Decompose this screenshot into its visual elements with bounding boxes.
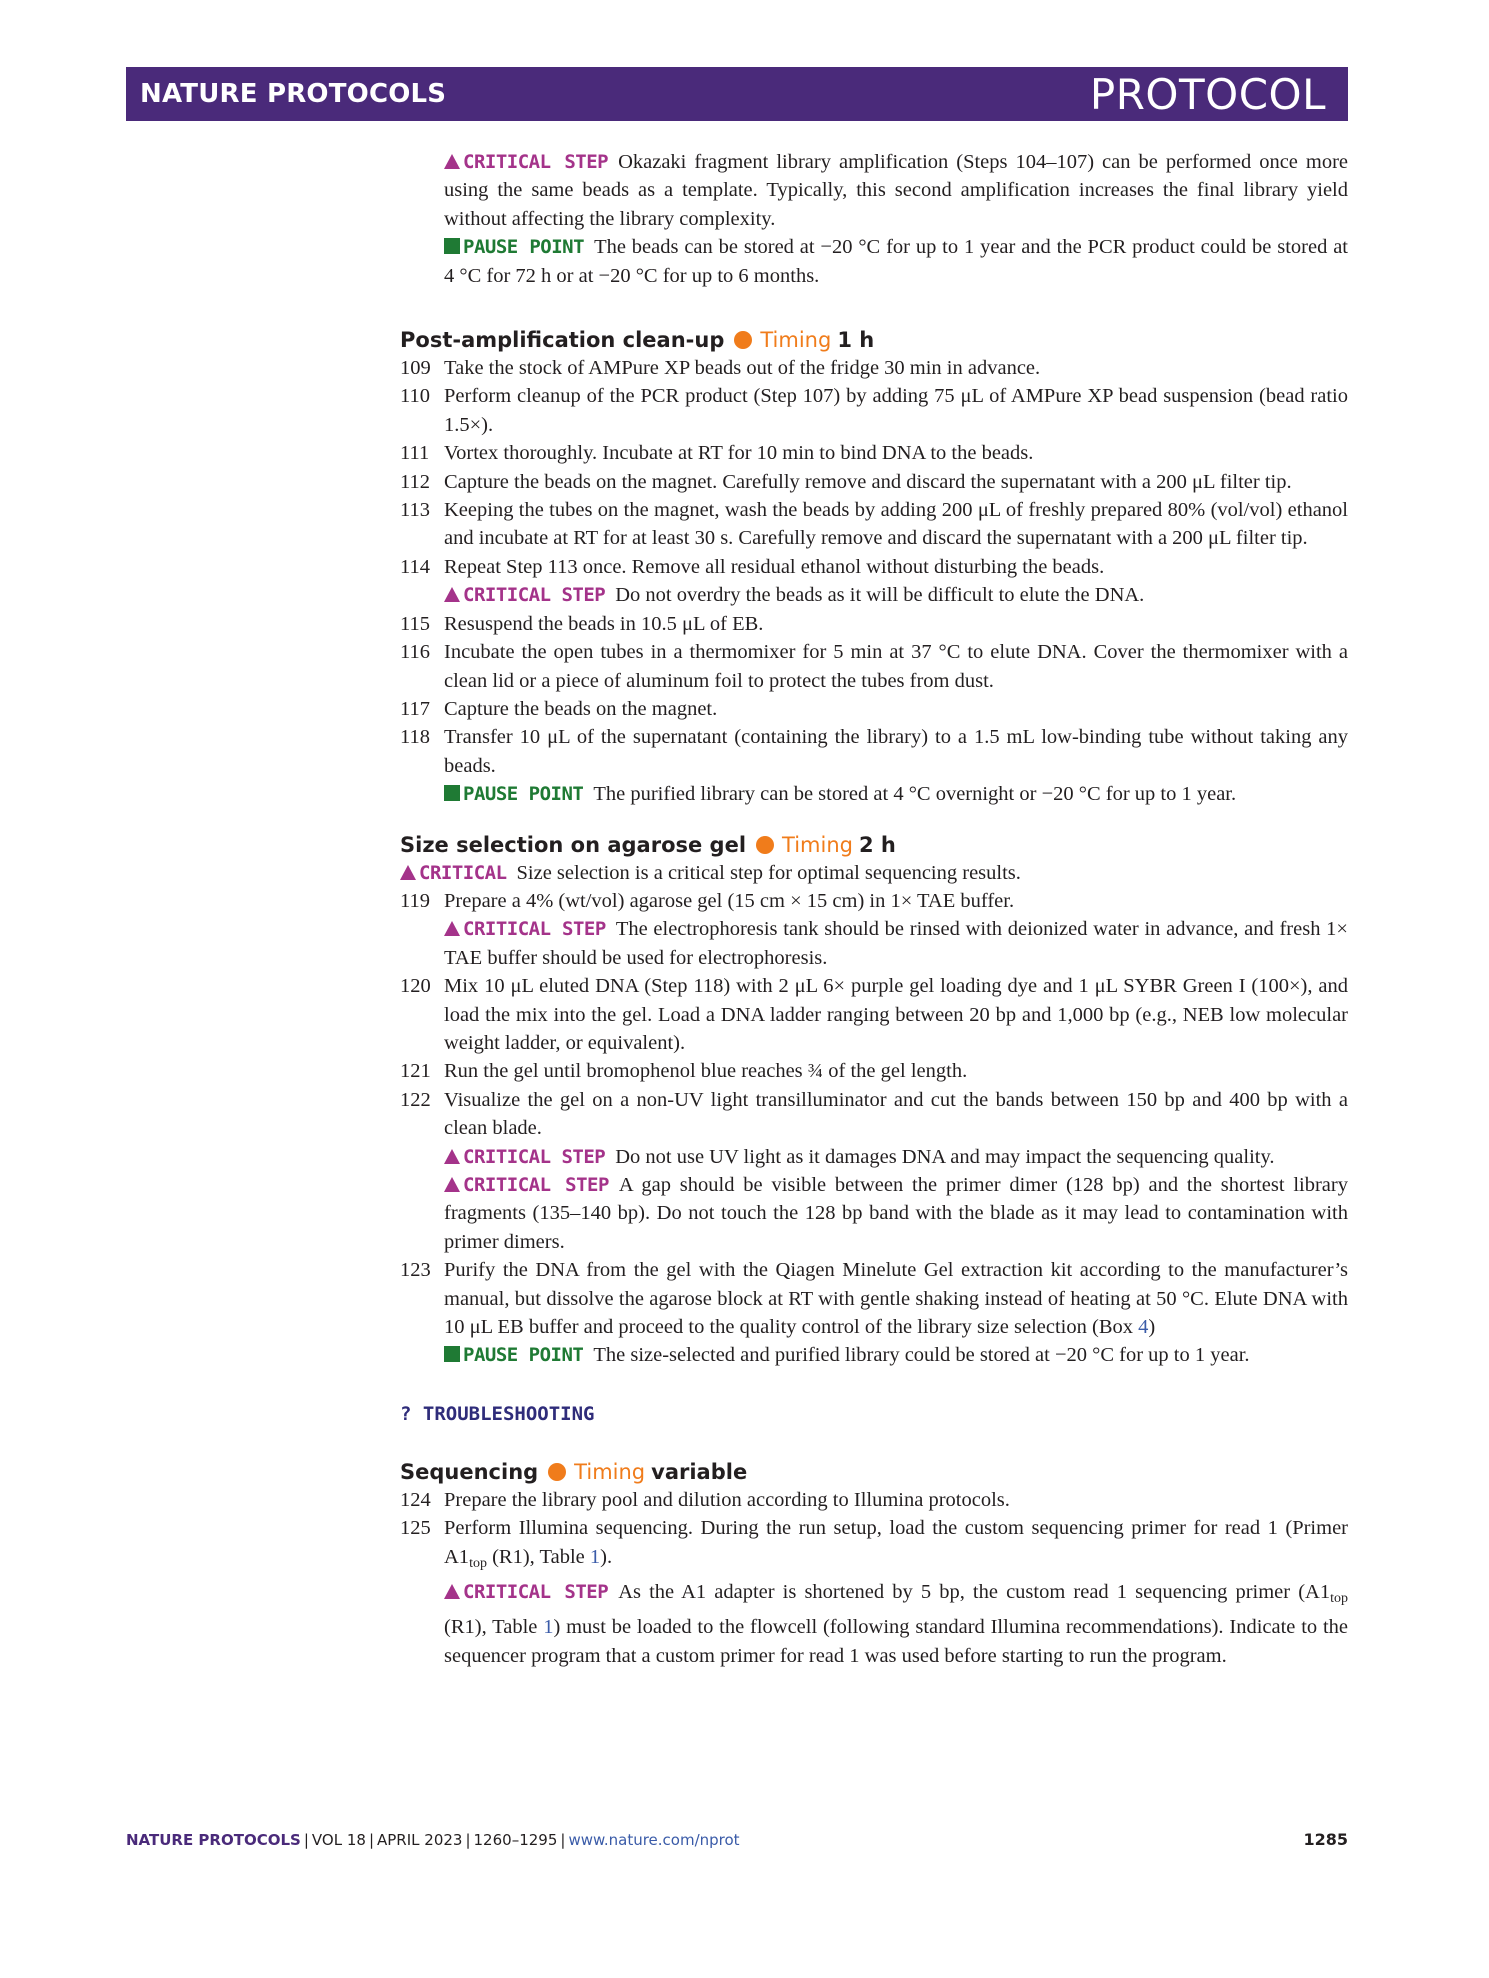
pause-point-label: PAUSE POINT [463, 236, 585, 259]
section-heading-post-amplification: Post-amplification clean-up Timing 1 h [400, 328, 875, 353]
critical-triangle-icon [444, 1177, 460, 1192]
page-number: 1285 [1303, 1830, 1348, 1849]
step-109: 109 Take the stock of AMPure XP beads out of the fridge 30 min in advance. [400, 357, 1041, 380]
section-heading-sequencing: Sequencing Timing variable [400, 1459, 748, 1484]
step-119: 119 Prepare a 4% (wt/vol) agarose gel (15 cm × 15 cm) in 1× TAE buffer. [400, 889, 1015, 912]
footer-journal: NATURE PROTOCOLS [126, 1831, 301, 1849]
pause-square-icon [444, 238, 460, 254]
step-123: 123 Purify the DNA from the gel with the Qiagen Minelute Gel extraction kit according to the manufacturer’s manual, but dissolve the agarose block at RT with gentle shaking instead of heating at 50 °C. Elute DNA with 10 μL EB buffer and proceed to the quality control of the library size selection (Box 4) [400, 1259, 1348, 1339]
troubleshooting-link[interactable]: ? TROUBLESHOOTING [400, 1402, 595, 1425]
footer-pages: 1260–1295 [473, 1831, 558, 1849]
article-type: PROTOCOL [1089, 70, 1326, 119]
critical-intro: CRITICAL Size selection is a critical step for optimal sequencing results. [400, 859, 1348, 887]
footer-date: APRIL 2023 [377, 1831, 463, 1849]
step-112: 112 Capture the beads on the magnet. Carefully remove and discard the supernatant with a 200 μL filter tip. [400, 470, 1292, 493]
pause-point-note: PAUSE POINT The purified library can be stored at 4 °C overnight or −20 °C for up to 1 year. [400, 780, 1348, 808]
step-117: 117 Capture the beads on the magnet. [400, 697, 718, 720]
critical-step-note: CRITICAL STEP A gap should be visible between the primer dimer (128 bp) and the shortest library fragments (135–140 bp). Do not touch the 128 bp band with the blade as it may lead to contamination with primer dimers. [444, 1174, 1348, 1253]
critical-step-note: CRITICAL STEP The electrophoresis tank should be rinsed with deionized water in advance, and fresh 1× TAE buffer should be used for electrophoresis. [444, 918, 1348, 969]
critical-step-note [400, 148, 1348, 233]
step-125: 125 Perform Illumina sequencing. During the run setup, load the custom sequencing primer for read 1 (Primer $A1_{top}$ (R1), Table 1). [400, 1517, 1348, 1571]
step-120: 120 Mix 10 μL eluted DNA (Step 118) with 2 μL 6× purple gel loading dye and 1 μL SYBR Green I (100×), and load the mix into the gel. Load a DNA ladder ranging between 20 bp and 1,000 bp (e.g., NEB low molecular weight ladder, or equivalent). [400, 975, 1348, 1054]
step-114: 114 Repeat Step 113 once. Remove all residual ethanol without disturbing the beads. [400, 555, 1105, 578]
timing-dot-icon [548, 1463, 566, 1481]
pause-square-icon [444, 785, 460, 801]
critical-triangle-icon [444, 1149, 460, 1164]
box-reference-link[interactable]: 4 [1138, 1316, 1149, 1339]
critical-triangle-icon [444, 587, 460, 602]
journal-banner [126, 67, 1348, 121]
step-115: 115 Resuspend the beads in 10.5 μL of EB. [400, 612, 764, 635]
table-reference-link[interactable]: 1 [589, 1545, 601, 1568]
table-reference-link[interactable]: 1 [543, 1616, 554, 1639]
journal-name: NATURE PROTOCOLS [140, 79, 447, 109]
section-heading-size-selection: Size selection on agarose gel Timing 2 h [400, 832, 896, 857]
critical-triangle-icon [444, 154, 460, 169]
critical-step-text: Okazaki fragment library amplification (Steps 104–107) can be performed once more using the same beads as a template. Typically, this second amplification increases the final library yield without affecting the library complexity. [444, 151, 1348, 230]
step-122: 122 Visualize the gel on a non-UV light transilluminator and cut the bands between 150 bp and 400 bp with a clean blade. [400, 1088, 1348, 1140]
pause-point-note [400, 233, 1348, 290]
timing-dot-icon [734, 331, 752, 349]
page-content [400, 148, 1348, 1670]
post-amp-steps [400, 354, 1348, 809]
pause-point-note: PAUSE POINT The size-selected and purified library could be stored at −20 °C for up to 1 year. [400, 1341, 1348, 1369]
critical-triangle-icon [400, 865, 416, 880]
step-111: 111 Vortex thoroughly. Incubate at RT for 10 min to bind DNA to the beads. [400, 442, 1034, 465]
timing-dot-icon [756, 836, 774, 854]
step-121: 121 Run the gel until bromophenol blue reaches ¾ of the gel length. [400, 1060, 968, 1083]
critical-triangle-icon [444, 1584, 460, 1599]
step-110: 110 Perform cleanup of the PCR product (Step 107) by adding 75 μL of AMPure XP bead suspension (bead ratio 1.5×). [400, 385, 1348, 436]
critical-step-label: CRITICAL STEP [463, 151, 609, 173]
step-113: 113 Keeping the tubes on the magnet, wash the beads by adding 200 μL of freshly prepared 80% (vol/vol) ethanol and incubate at RT for at least 30 s. Carefully remove and discard the supernatant with a 200 μL filter tip. [400, 499, 1348, 550]
page-footer: NATURE PROTOCOLS | VOL 18 | APRIL 2023 | 1260–1295 | www.nature.com/nprot 1285 [126, 1830, 1348, 1849]
step-116: 116 Incubate the open tubes in a thermomixer for 5 min at 37 °C to elute DNA. Cover the thermomixer with a clean lid or a piece of aluminum foil to protect the tubes from dust. [400, 641, 1348, 692]
step-124: 124 Prepare the library pool and dilution according to Illumina protocols. [400, 1488, 1010, 1511]
footer-url-link[interactable]: www.nature.com/nprot [568, 1831, 740, 1849]
pause-square-icon [444, 1346, 460, 1362]
pause-point-text: The beads can be stored at −20 °C for up to 1 year and the PCR product could be stored at 4 °C for 72 h or at −20 °C for up to 6 months. [444, 236, 1348, 287]
footer-volume: VOL 18 [311, 1831, 366, 1849]
critical-triangle-icon [444, 921, 460, 936]
critical-step-note: CRITICAL STEP Do not overdry the beads as it will be difficult to elute the DNA. [400, 581, 1348, 609]
critical-step-note: CRITICAL STEP As the A1 adapter is shortened by 5 bp, the custom read 1 sequencing primer ($A1_{top}$ (R1), Table 1) must be loaded to the flowcell (following standard Illumina recommendations). Indicate to the sequencer program that a custom primer for read 1 was used before starting to run the program. [444, 1581, 1348, 1667]
critical-step-note: CRITICAL STEP Do not use UV light as it damages DNA and may impact the sequencing quality. [400, 1143, 1348, 1171]
step-118: 118 Transfer 10 μL of the supernatant (containing the library) to a 1.5 mL low-binding tube without taking any beads. [400, 726, 1348, 777]
